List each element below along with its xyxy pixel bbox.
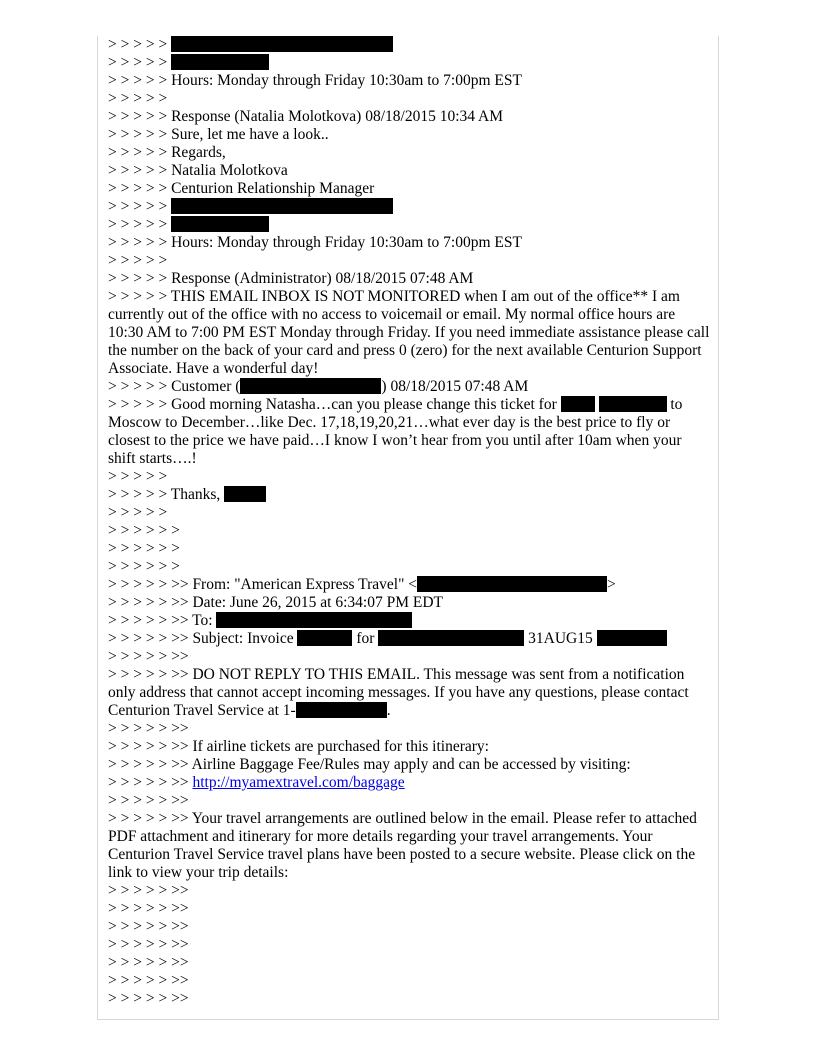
quote-line: > > > > > >> (108, 936, 189, 953)
thanks-line: > > > > > Thanks, (108, 486, 712, 504)
signature-name: > > > > > Natalia Molotkova (108, 162, 288, 179)
quote-line: > > > > > > (108, 558, 180, 575)
quote-line: > > > > > >> (108, 792, 189, 809)
redaction-bar (378, 630, 524, 646)
customer-header: > > > > > Customer ( ) 08/18/2015 07:48 AM (108, 378, 529, 395)
quote-line: > > > > > >> (108, 720, 189, 737)
quote-line: > > > > > >> (108, 648, 189, 665)
response-header: > > > > > Response (Natalia Molotkova) 08/18/2015 10:34 AM (108, 108, 504, 125)
redaction-bar (599, 396, 667, 412)
quote-line: > > > > > >> (108, 972, 189, 989)
quote-line: > > > > > (108, 198, 712, 216)
response-header: > > > > > Response (Administrator) 08/18/2015 07:48 AM (108, 270, 474, 287)
redaction-bar (216, 612, 412, 628)
page-border-left (97, 36, 98, 1020)
redaction-bar (171, 54, 269, 70)
notice-paragraph: > > > > > >> DO NOT REPLY TO THIS EMAIL. This message was sent from a notification only address that cannot accept incoming messages. If you have any questions, please contact Centurion Travel Service at 1- . (108, 666, 689, 719)
redaction-bar (171, 36, 393, 52)
page-border-bottom (97, 1019, 719, 1020)
travel-paragraph: > > > > > >> Your travel arrangements are outlined below in the email. Please refer to attached PDF attachment and itinerary for more details regarding your travel arrangements. Your Centurion Travel Service travel plans have been posted to a secure website. Please click on the link to view your trip details: (108, 810, 697, 881)
hours-line: > > > > > Hours: Monday through Friday 10:30am to 7:00pm EST (108, 72, 522, 89)
message-line: > > > > > >> Airline Baggage Fee/Rules may apply and can be accessed by visiting: (108, 756, 631, 773)
quote-line: > > > > > (108, 504, 168, 521)
auto-reply-paragraph: > > > > > THIS EMAIL INBOX IS NOT MONITORED when I am out of the office** I am currently out of the office with no access to voicemail or email. My normal office hours are 10:30 AM to 7:00 PM EST Monday through Friday. If you need immediate assistance please call the number on the back of your card and press 0 (zero) for the next available Centurion Support Associate. Have a wonderful day! (108, 288, 710, 377)
quote-line: > > > > > >> (108, 882, 189, 899)
redaction-bar (171, 198, 393, 214)
date-line: > > > > > >> Date: June 26, 2015 at 6:34:07 PM EDT (108, 594, 443, 611)
message-line: > > > > > >> If airline tickets are purchased for this itinerary: (108, 738, 489, 755)
message-line: > > > > > Regards, (108, 144, 226, 161)
email-thread (108, 36, 712, 1008)
to-line: > > > > > >> To: (108, 612, 712, 630)
redaction-bar (561, 396, 595, 412)
subject-line: > > > > > >> Subject: Invoice for 31AUG15 (108, 630, 712, 648)
quote-line: > > > > > >> (108, 990, 189, 1007)
quote-line: > > > > > (108, 468, 168, 485)
redaction-bar (240, 378, 381, 394)
quote-line: > > > > > > (108, 522, 180, 539)
from-line: > > > > > >> From: "American Express Travel" < > (108, 576, 616, 593)
redaction-bar (597, 630, 667, 646)
quote-line: > > > > > (108, 216, 712, 234)
page-border-right (718, 36, 719, 1020)
quote-line: > > > > > > (108, 540, 180, 557)
quote-line: > > > > > (108, 36, 712, 54)
quote-line: > > > > > >> (108, 954, 189, 971)
redaction-bar (297, 630, 352, 646)
quote-line: > > > > > (108, 54, 712, 72)
customer-message: > > > > > Good morning Natasha…can you please change this ticket for to Moscow to December…like Dec. 17,18,19,20,21…what ever day is the best price to fly or closest to the price we have paid…I know I won’t hear from you until after 10am when your shift starts….! (108, 396, 683, 467)
quote-line: > > > > > >> (108, 900, 189, 917)
quote-line: > > > > > >> (108, 918, 189, 935)
quote-line: > > > > > (108, 252, 168, 269)
hours-line: > > > > > Hours: Monday through Friday 10:30am to 7:00pm EST (108, 234, 522, 251)
redaction-bar (171, 216, 269, 232)
redaction-bar (417, 576, 607, 592)
message-line: > > > > > Sure, let me have a look.. (108, 126, 329, 143)
quote-line: > > > > > (108, 90, 168, 107)
link-line: > > > > > >> http://myamextravel.com/baggage (108, 774, 405, 791)
signature-title: > > > > > Centurion Relationship Manager (108, 180, 375, 197)
baggage-link[interactable]: http://myamextravel.com/baggage (192, 774, 405, 791)
redaction-bar (224, 486, 266, 502)
redaction-bar (296, 702, 387, 718)
